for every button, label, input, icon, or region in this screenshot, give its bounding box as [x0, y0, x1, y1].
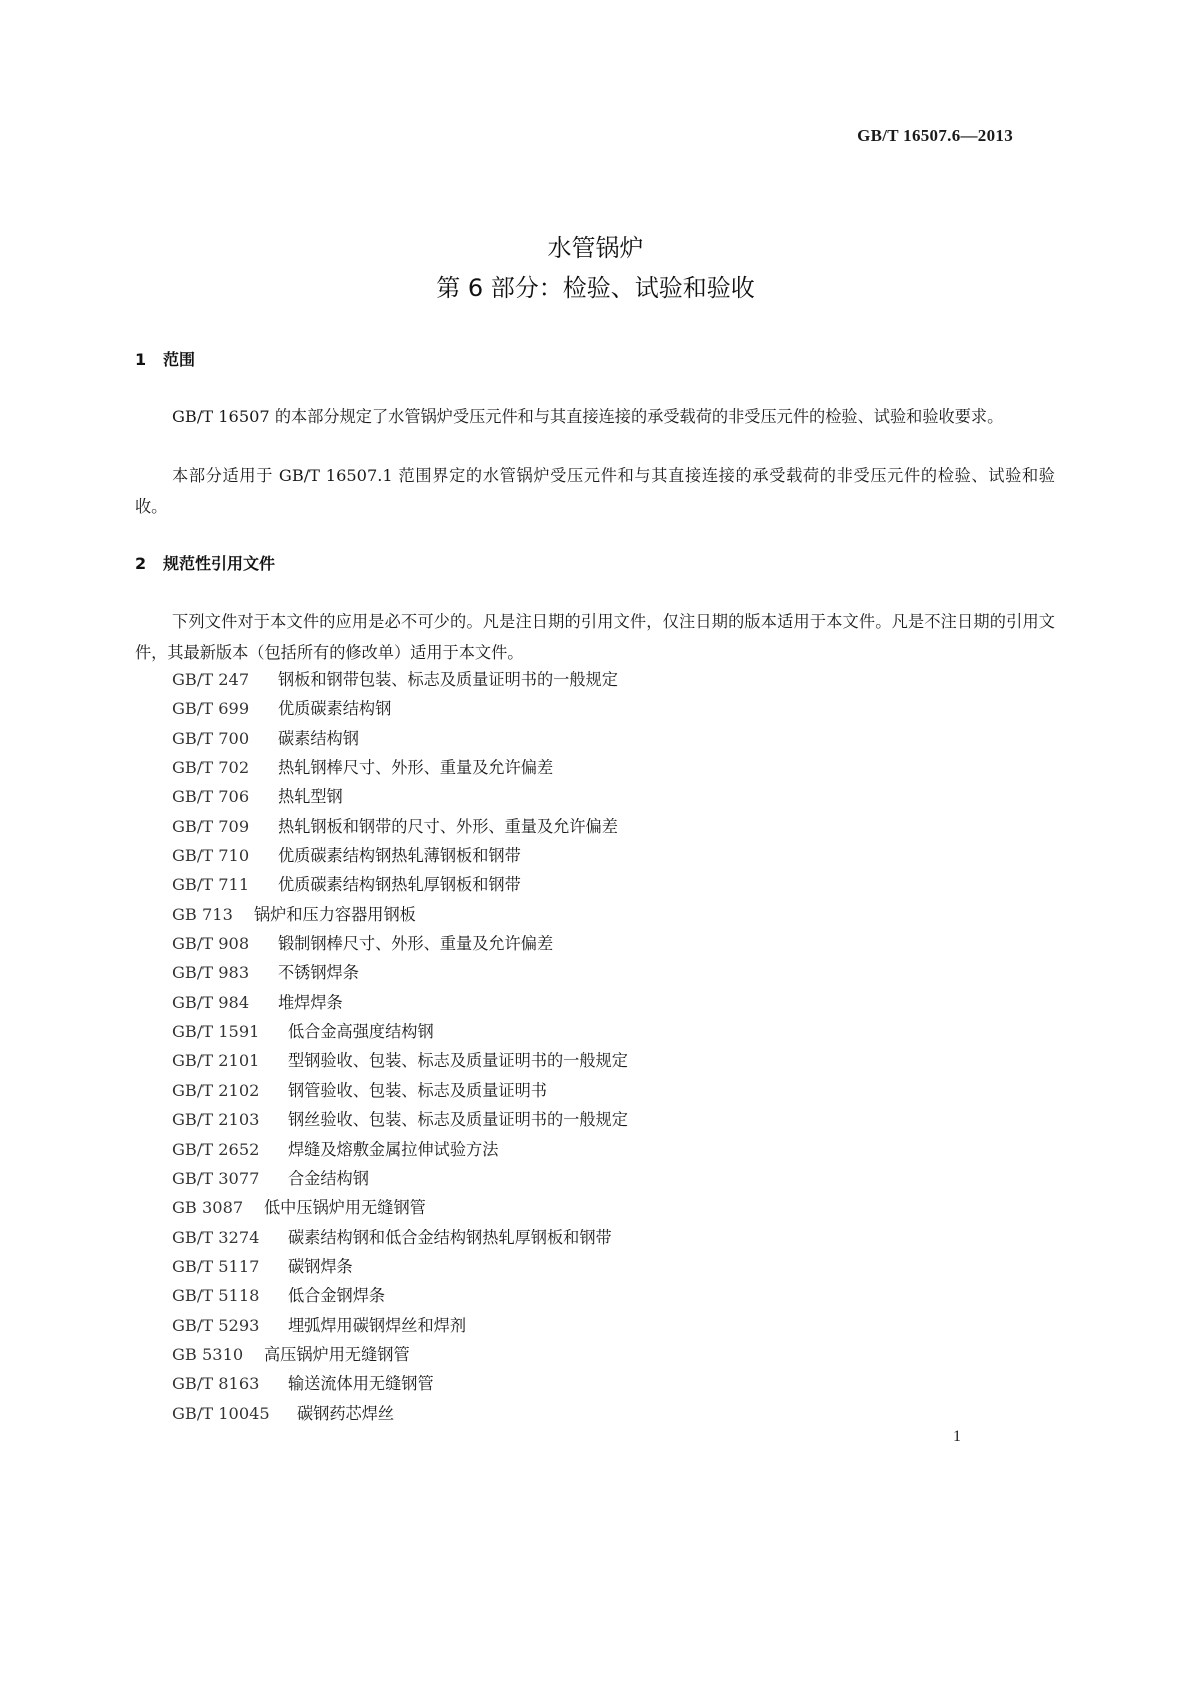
document-title	[0, 228, 1191, 308]
reference-title: 钢板和钢带包装、标志及质量证明书的一般规定	[278, 670, 618, 689]
reference-title: 热轧型钢	[278, 787, 343, 807]
reference-item	[172, 782, 628, 811]
reference-item	[172, 1399, 628, 1428]
reference-code: GB/T 5293	[172, 1315, 260, 1335]
reference-code: GB/T 2103	[172, 1110, 260, 1130]
reference-list	[172, 665, 628, 1428]
reference-code: GB 3087	[172, 1198, 244, 1218]
reference-item	[172, 988, 628, 1017]
section-heading-scope	[135, 347, 195, 370]
reference-title: 优质碳素结构钢	[278, 699, 392, 719]
references-intro: 下列文件对于本文件的应用是必不可少的。凡是注日期的引用文件，仅注日期的版本适用于本文件。凡是不注日期的引用文件，其最新版本（包括所有的修改单）适用于本文件。	[135, 612, 1055, 662]
reference-code: GB/T 8163	[172, 1374, 260, 1394]
section-heading-references	[135, 551, 275, 574]
reference-title: 低中压锅炉用无缝钢管	[264, 1198, 426, 1218]
section-number: 1	[135, 350, 147, 369]
reference-item	[172, 1017, 628, 1046]
reference-code: GB/T 10045	[172, 1403, 270, 1423]
reference-code: GB 713	[172, 904, 233, 924]
reference-item	[172, 1193, 628, 1222]
reference-title: 碳钢药芯焊丝	[297, 1403, 395, 1423]
reference-code: GB/T 1591	[172, 1022, 260, 1042]
reference-item	[172, 1076, 628, 1105]
scope-paragraph-2: 本部分适用于 GB/T 16507.1 范围界定的水管锅炉受压元件和与其直接连接的承受载荷的非受压元件的检验、试验和验收。	[135, 466, 1055, 516]
reference-code: GB/T 706	[172, 787, 250, 807]
reference-code: GB/T 983	[172, 963, 250, 983]
reference-code: GB/T 710	[172, 846, 250, 866]
reference-item	[172, 1311, 628, 1340]
reference-code: GB/T 702	[172, 758, 250, 778]
reference-item	[172, 1340, 628, 1369]
reference-code: GB/T 2101	[172, 1051, 260, 1071]
reference-title: 优质碳素结构钢热轧厚钢板和钢带	[278, 875, 521, 895]
reference-title: 堆焊焊条	[278, 992, 343, 1012]
reference-item	[172, 958, 628, 987]
reference-code: GB/T 3274	[172, 1227, 260, 1247]
reference-title: 热轧钢棒尺寸、外形、重量及允许偏差	[278, 758, 554, 778]
section-number: 2	[135, 554, 147, 573]
reference-code: GB/T 247	[172, 670, 250, 689]
reference-item	[172, 841, 628, 870]
reference-code: GB/T 699	[172, 699, 250, 719]
reference-title: 锅炉和压力容器用钢板	[254, 904, 416, 924]
reference-title: 钢管验收、包装、标志及质量证明书	[288, 1080, 547, 1100]
reference-title: 钢丝验收、包装、标志及质量证明书的一般规定	[288, 1110, 628, 1130]
reference-item	[172, 724, 628, 753]
section-title: 规范性引用文件	[163, 554, 276, 573]
reference-code: GB 5310	[172, 1344, 244, 1364]
reference-title: 型钢验收、包装、标志及质量证明书的一般规定	[288, 1051, 628, 1071]
reference-title: 埋弧焊用碳钢焊丝和焊剂	[288, 1315, 467, 1335]
reference-code: GB/T 700	[172, 728, 250, 748]
scope-paragraph-1: GB/T 16507 的本部分规定了水管锅炉受压元件和与其直接连接的承受载荷的非受压元件的检验、试验和验收要求。	[172, 407, 1004, 426]
reference-item	[172, 1369, 628, 1398]
title-main: 水管锅炉	[547, 234, 644, 262]
reference-title: 高压锅炉用无缝钢管	[264, 1344, 410, 1364]
reference-code: GB/T 5118	[172, 1286, 260, 1306]
reference-title: 不锈钢焊条	[278, 963, 359, 983]
reference-item	[172, 1135, 628, 1164]
section-title: 范围	[163, 350, 196, 369]
reference-item	[172, 870, 628, 899]
reference-code: GB/T 984	[172, 992, 250, 1012]
reference-title: 低合金钢焊条	[288, 1286, 386, 1306]
reference-title: 碳素结构钢	[278, 728, 359, 748]
reference-item	[172, 1223, 628, 1252]
page-number: 1	[953, 1428, 961, 1445]
reference-item	[172, 1105, 628, 1134]
standard-code: GB/T 16507.6—2013	[857, 126, 1013, 145]
reference-item	[172, 1252, 628, 1281]
reference-item	[172, 1164, 628, 1193]
reference-code: GB/T 711	[172, 875, 250, 895]
reference-code: GB/T 2652	[172, 1139, 260, 1159]
reference-title: 碳素结构钢和低合金结构钢热轧厚钢板和钢带	[288, 1227, 612, 1247]
reference-code: GB/T 709	[172, 816, 250, 836]
reference-item	[172, 812, 628, 841]
title-part: 第 6 部分：检验、试验和验收	[436, 274, 755, 302]
reference-code: GB/T 5117	[172, 1256, 260, 1276]
reference-item	[172, 900, 628, 929]
reference-title: 低合金高强度结构钢	[288, 1022, 434, 1042]
reference-title: 碳钢焊条	[288, 1256, 353, 1276]
reference-title: 热轧钢板和钢带的尺寸、外形、重量及允许偏差	[278, 816, 618, 836]
reference-item	[172, 753, 628, 782]
reference-item	[172, 665, 628, 694]
reference-title: 优质碳素结构钢热轧薄钢板和钢带	[278, 846, 521, 866]
reference-title: 输送流体用无缝钢管	[288, 1374, 434, 1394]
reference-code: GB/T 2102	[172, 1080, 260, 1100]
reference-item	[172, 694, 628, 723]
reference-title: 焊缝及熔敷金属拉伸试验方法	[288, 1139, 499, 1159]
reference-title: 锻制钢棒尺寸、外形、重量及允许偏差	[278, 934, 554, 954]
reference-code: GB/T 3077	[172, 1168, 260, 1188]
reference-item	[172, 1046, 628, 1075]
reference-item	[172, 1281, 628, 1310]
reference-title: 合金结构钢	[288, 1168, 369, 1188]
reference-item	[172, 929, 628, 958]
reference-code: GB/T 908	[172, 934, 250, 954]
